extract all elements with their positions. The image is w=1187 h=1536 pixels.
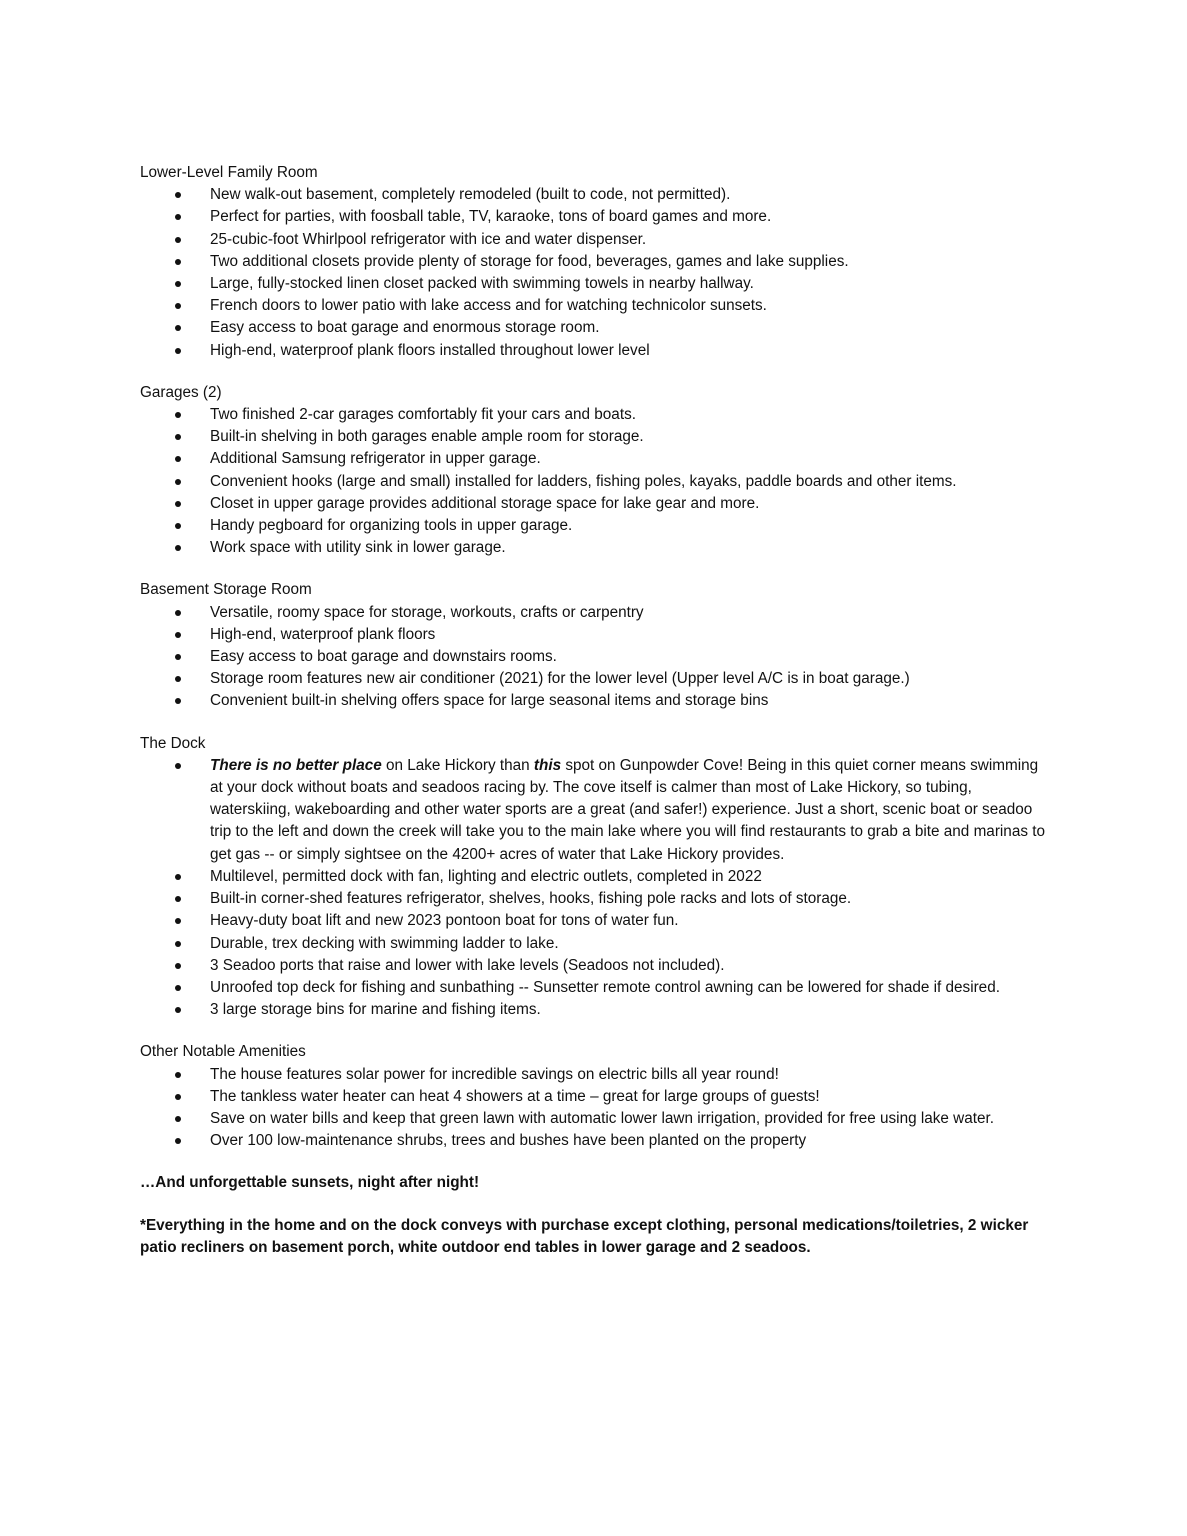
- bullet-list: [140, 184, 1055, 362]
- list-item: Heavy-duty boat lift and new 2023 pontoon boat for tons of water fun.: [140, 910, 1055, 932]
- list-item: Storage room features new air conditioner (2021) for the lower level (Upper level A/C is in boat garage.): [140, 668, 1055, 690]
- bullet-icon: [175, 1072, 181, 1078]
- bullet-list: [140, 755, 1055, 1021]
- bullet-icon: [175, 523, 181, 529]
- section-title: Basement Storage Room: [140, 581, 312, 599]
- list-item: 25-cubic-foot Whirlpool refrigerator with ice and water dispenser.: [140, 229, 1055, 251]
- bullet-icon: [175, 918, 181, 924]
- bullet-icon: [175, 676, 181, 682]
- list-item: New walk-out basement, completely remodeled (built to code, not permitted).: [140, 184, 1055, 206]
- section-title: Garages (2): [140, 383, 222, 401]
- list-item: Easy access to boat garage and enormous storage room.: [140, 317, 1055, 339]
- list-item: Built-in corner-shed features refrigerator, shelves, hooks, fishing pole racks and lots of storage.: [140, 888, 1055, 910]
- list-item: Work space with utility sink in lower garage.: [140, 537, 1055, 559]
- bullet-icon: [175, 325, 181, 331]
- bullet-icon: [175, 610, 181, 616]
- bullet-icon: [175, 434, 181, 440]
- bullet-icon: [175, 303, 181, 309]
- bullet-icon: [175, 545, 181, 551]
- bullet-icon: [175, 985, 181, 991]
- list-item: Save on water bills and keep that green lawn with automatic lower lawn irrigation, provided for free using lake water.: [140, 1108, 1055, 1130]
- emphasis-text: this: [533, 756, 562, 774]
- bullet-icon: [175, 456, 181, 462]
- section-family-room: [140, 162, 1055, 362]
- bullet-icon: [175, 963, 181, 969]
- list-item: Over 100 low-maintenance shrubs, trees and bushes have been planted on the property: [140, 1130, 1055, 1152]
- list-item: Two additional closets provide plenty of storage for food, beverages, games and lake supplies.: [140, 251, 1055, 273]
- list-item: Convenient built-in shelving offers space for large seasonal items and storage bins: [140, 690, 1055, 712]
- section-basement-storage: [140, 579, 1055, 712]
- list-item: Handy pegboard for organizing tools in upper garage.: [140, 515, 1055, 537]
- list-item: Perfect for parties, with foosball table, TV, karaoke, tons of board games and more.: [140, 206, 1055, 228]
- section-title: Other Notable Amenities: [140, 1043, 306, 1061]
- section-garages: [140, 382, 1055, 560]
- list-item-dock-lead: There is no better place on Lake Hickory than this spot on Gunpowder Cove! Being in this quiet corner means swimming at your dock without boats and seadoos racing by. The cove itself is calmer than most of Lake Hickory, so tubing, waterskiing, wakeboarding and other water sports are a great (and safer!) experience. Just a short, scenic boat or seadoo trip to the left and down the creek will take you to the main lake where you will find restaurants to grab a bite and marinas to get gas -- or simply sightsee on the 4200+ acres of water that Lake Hickory provides.: [140, 755, 1055, 866]
- bullet-icon: [175, 259, 181, 265]
- bullet-icon: [175, 698, 181, 704]
- bullet-icon: [175, 348, 181, 354]
- bullet-icon: [175, 896, 181, 902]
- list-item: Unroofed top deck for fishing and sunbathing -- Sunsetter remote control awning can be lowered for shade if desired.: [140, 977, 1055, 999]
- bullet-icon: [175, 412, 181, 418]
- disclaimer-note: *Everything in the home and on the dock conveys with purchase except clothing, personal medications/toiletries, 2 wicker patio recliners on basement porch, white outdoor end tables in lower garage and 2 seadoos.: [140, 1216, 1029, 1256]
- list-item: Versatile, roomy space for storage, workouts, crafts or carpentry: [140, 602, 1055, 624]
- bullet-icon: [175, 192, 181, 198]
- bullet-icon: [175, 1138, 181, 1144]
- bullet-icon: [175, 1007, 181, 1013]
- bullet-icon: [175, 1094, 181, 1100]
- list-item: Convenient hooks (large and small) installed for ladders, fishing poles, kayaks, paddle boards and other items.: [140, 471, 1055, 493]
- list-item: Two finished 2-car garages comfortably fit your cars and boats.: [140, 404, 1055, 426]
- list-item: The tankless water heater can heat 4 showers at a time – great for large groups of guests!: [140, 1086, 1055, 1108]
- bullet-icon: [175, 941, 181, 947]
- list-item: Durable, trex decking with swimming ladder to lake.: [140, 933, 1055, 955]
- bullet-icon: [175, 763, 181, 769]
- emphasis-text: There is no better place: [210, 756, 382, 774]
- list-item: 3 Seadoo ports that raise and lower with lake levels (Seadoos not included).: [140, 955, 1055, 977]
- section-other-amenities: [140, 1041, 1055, 1152]
- bullet-icon: [175, 479, 181, 485]
- section-title: Lower-Level Family Room: [140, 164, 318, 181]
- bullet-list: [140, 404, 1055, 559]
- list-item: High-end, waterproof plank floors: [140, 624, 1055, 646]
- bullet-list: [140, 1064, 1055, 1153]
- bullet-icon: [175, 654, 181, 660]
- list-item: French doors to lower patio with lake access and for watching technicolor sunsets.: [140, 295, 1055, 317]
- list-item: Additional Samsung refrigerator in upper garage.: [140, 448, 1055, 470]
- bullet-icon: [175, 501, 181, 507]
- bullet-icon: [175, 281, 181, 287]
- closing-line: …And unforgettable sunsets, night after night!: [140, 1174, 480, 1192]
- list-item: Built-in shelving in both garages enable ample room for storage.: [140, 426, 1055, 448]
- list-item: The house features solar power for incredible savings on electric bills all year round!: [140, 1064, 1055, 1086]
- bullet-icon: [175, 237, 181, 243]
- list-item: Easy access to boat garage and downstairs rooms.: [140, 646, 1055, 668]
- list-item: 3 large storage bins for marine and fishing items.: [140, 999, 1055, 1021]
- list-item: Multilevel, permitted dock with fan, lighting and electric outlets, completed in 2022: [140, 866, 1055, 888]
- bullet-icon: [175, 874, 181, 880]
- document-page: [140, 162, 1055, 1259]
- section-dock: [140, 733, 1055, 1022]
- bullet-icon: [175, 214, 181, 220]
- list-item: Closet in upper garage provides additional storage space for lake gear and more.: [140, 493, 1055, 515]
- list-item: High-end, waterproof plank floors installed throughout lower level: [140, 340, 1055, 362]
- section-title: The Dock: [140, 734, 206, 752]
- bullet-icon: [175, 632, 181, 638]
- bullet-icon: [175, 1116, 181, 1122]
- bullet-list: [140, 602, 1055, 713]
- list-item: Large, fully-stocked linen closet packed with swimming towels in nearby hallway.: [140, 273, 1055, 295]
